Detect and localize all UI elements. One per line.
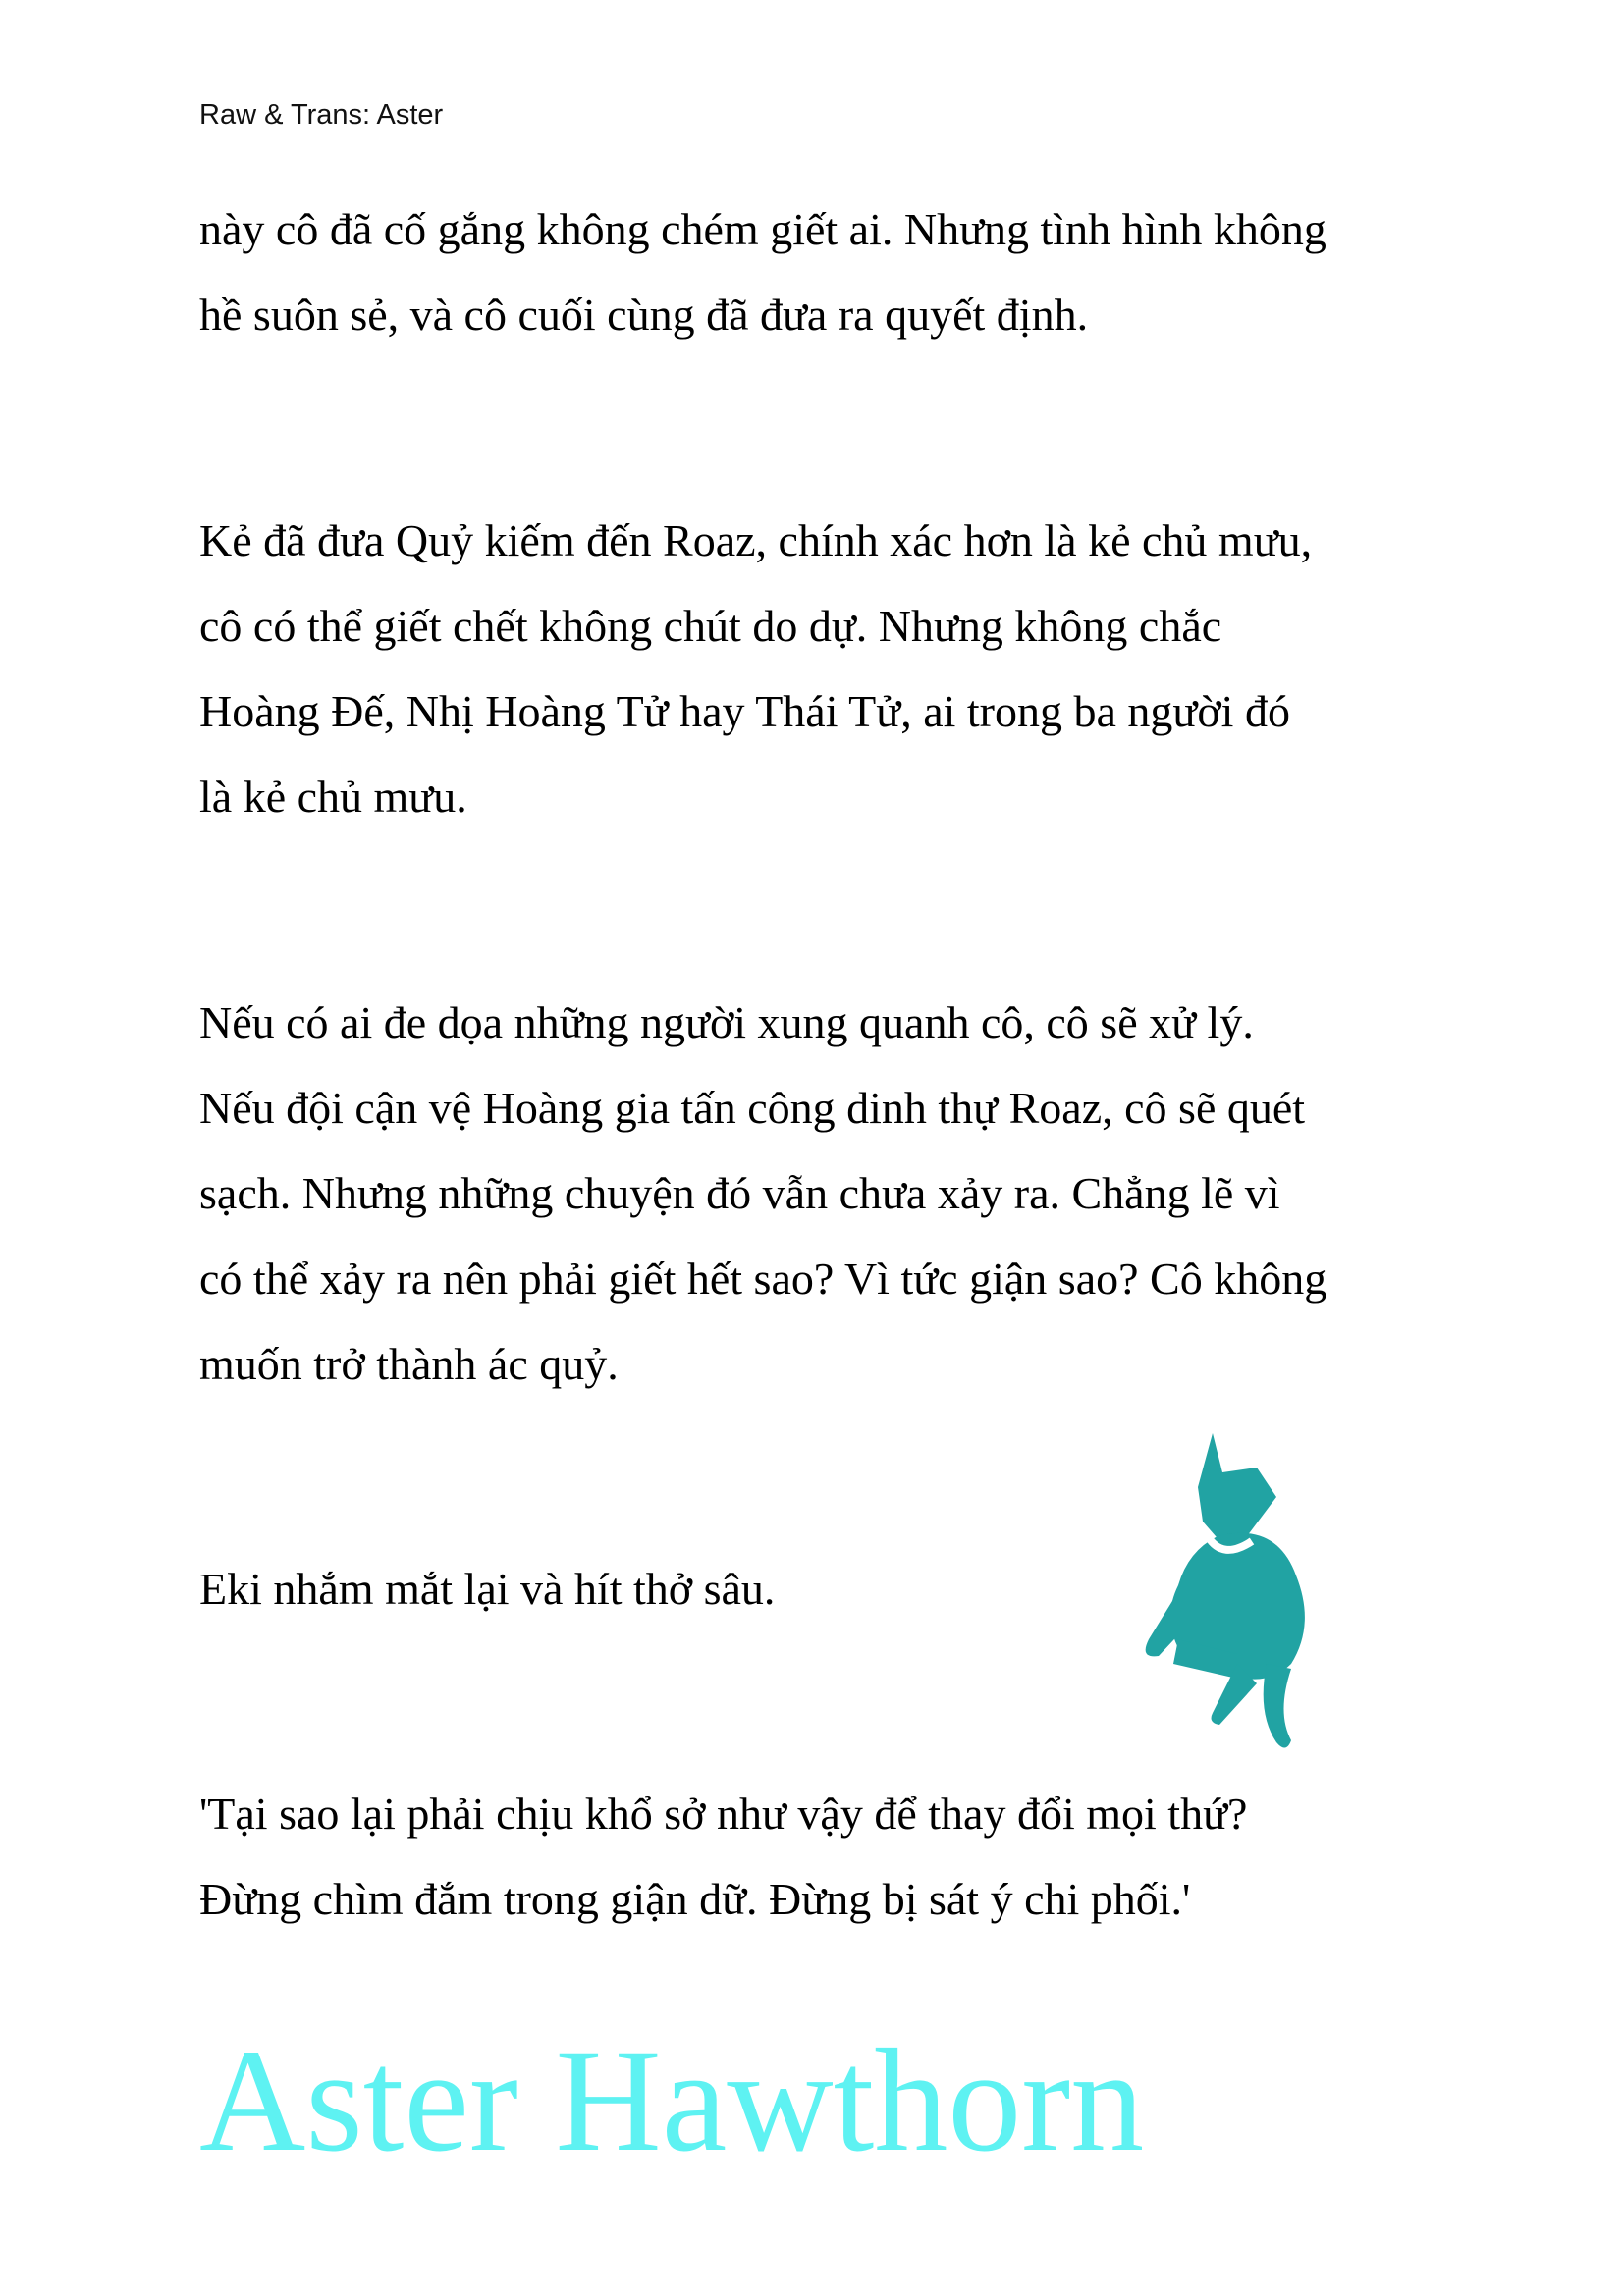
text-line: là kẻ chủ mưu. [199, 772, 467, 822]
text-line: này cô đã cố gắng không chém giết ai. Nhưng tình hình không [199, 204, 1326, 254]
paragraph-4 [199, 1546, 775, 1631]
paragraph-3 [199, 980, 1326, 1407]
paragraph-5 [199, 1771, 1247, 1942]
text-line: sạch. Nhưng những chuyện đó vẫn chưa xảy ra. Chẳng lẽ vì [199, 1168, 1280, 1218]
text-line: muốn trở thành ác quỷ. [199, 1339, 619, 1389]
text-line: Nếu có ai đe dọa những người xung quanh cô, cô sẽ xử lý. [199, 997, 1254, 1047]
text-line: Eki nhắm mắt lại và hít thở sâu. [199, 1564, 776, 1614]
text-line: Hoàng Đế, Nhị Hoàng Tử hay Thái Tử, ai trong ba người đó [199, 686, 1290, 736]
watermark: Aster Hawthorn [199, 2019, 1145, 2182]
text-line: cô có thể giết chết không chút do dự. Nhưng không chắc [199, 601, 1222, 651]
paragraph-2 [199, 498, 1312, 839]
text-line: có thể xảy ra nên phải giết hết sao? Vì tức giận sao? Cô không [199, 1254, 1327, 1304]
text-line: Nếu đội cận vệ Hoàng gia tấn công dinh thự Roaz, cô sẽ quét [199, 1083, 1306, 1133]
text-line: Đừng chìm đắm trong giận dữ. Đừng bị sát ý chi phối.' [199, 1874, 1191, 1924]
page-header: Raw & Trans: Aster [199, 99, 444, 131]
paragraph-1 [199, 187, 1326, 357]
text-line: hề suôn sẻ, và cô cuối cùng đã đưa ra quyết định. [199, 290, 1089, 340]
cat-logo-icon [1129, 1428, 1345, 1752]
text-line: Kẻ đã đưa Quỷ kiếm đến Roaz, chính xác hơn là kẻ chủ mưu, [199, 515, 1313, 565]
text-line: 'Tại sao lại phải chịu khổ sở như vậy để thay đổi mọi thứ? [199, 1789, 1248, 1839]
